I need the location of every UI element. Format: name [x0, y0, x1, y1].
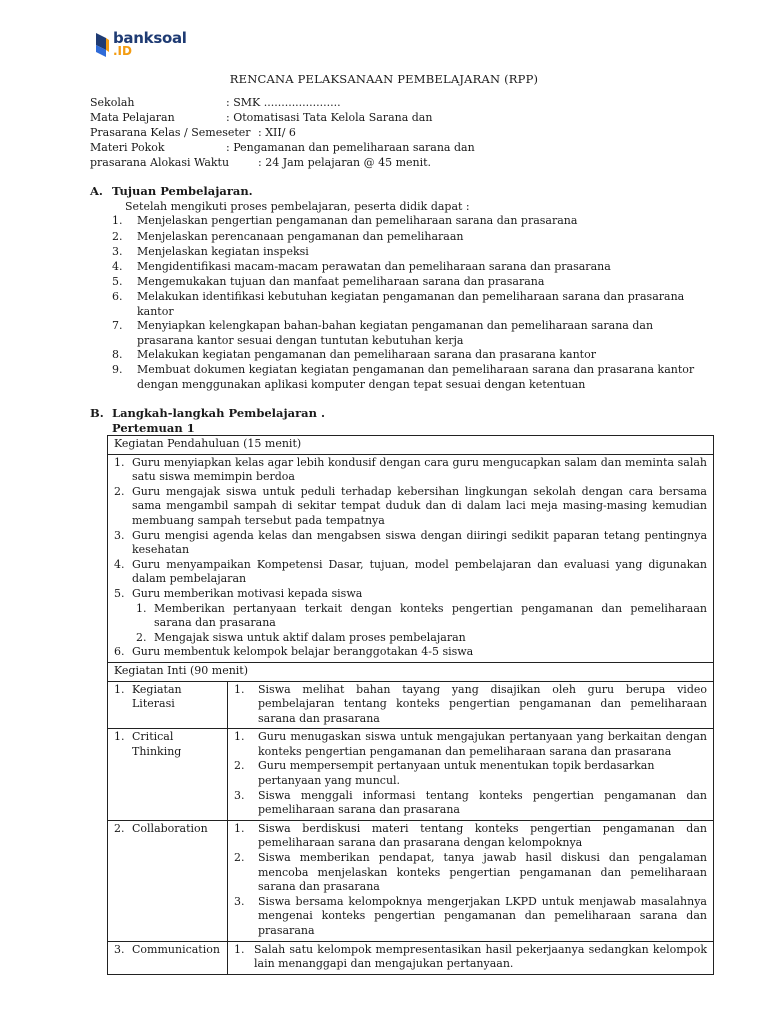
learning-steps-table — [107, 435, 714, 975]
section-b-letter: B. — [90, 406, 104, 420]
list-item: 2. Mengajak siswa untuk aktif dalam proses pembelajaran — [136, 630, 466, 644]
activity-label: 2. Collaboration — [108, 820, 228, 941]
objective-number: 4. — [112, 260, 123, 273]
page-title: RENCANA PELAKSANAAN PEMBELAJARAN (RPP) — [229, 72, 539, 86]
table-row — [108, 681, 714, 729]
sekolah-value: : SMK ...................... — [226, 96, 341, 109]
section-a-intro: Setelah mengikuti proses pembelajaran, peserta didik dapat : — [125, 200, 470, 213]
objective-number: 3. — [112, 245, 123, 258]
section-a-heading: Tujuan Pembelajaran. — [112, 184, 253, 198]
list-item: 3. Guru mengisi agenda kelas dan mengabsen siswa dengan diiringi sedikit paparan tetang pentingnya kesehatan — [114, 528, 707, 557]
activity-label: 1. Critical Thinking — [108, 729, 228, 821]
list-item: 3. Siswa bersama kelompoknya mengerjakan LKPD untuk menjawab masalahnya mengenai konteks pengertian pengamanan dan pemeliharaan sarana dan prasarana — [234, 894, 707, 937]
meeting-heading: Pertemuan 1 — [112, 421, 195, 435]
list-item: 2. Guru mempersempit pertanyaan untuk menentukan topik berdasarkan pertanyaan yang muncul. — [234, 759, 655, 788]
objective-number: 8. — [112, 348, 123, 361]
activity-steps — [228, 820, 714, 941]
list-item: 1. Salah satu kelompok mempresentasikan hasil pekerjaanya sedangkan kelompok lain menanggapi dan mengajukan pertanyaan. — [234, 942, 707, 971]
objective-text: prasarana kantor sesuai dengan tuntutan kebutuhan kerja — [137, 334, 464, 347]
list-item: 1. Guru menyiapkan kelas agar lebih kondusif dengan cara guru mengucapkan salam dan meminta salah satu siswa memimpin berdoa — [114, 455, 707, 484]
activity-label: 1. Kegiatan Literasi — [108, 681, 228, 729]
sekolah-label: Sekolah — [90, 96, 135, 109]
list-item: 6. Guru membentuk kelompok belajar beranggotakan 4-5 siswa — [114, 645, 474, 659]
objective-number: 5. — [112, 275, 123, 288]
list-item: 5. Guru memberikan motivasi kepada siswa — [114, 586, 363, 600]
objective-text: Menjelaskan pengertian pengamanan dan pemeliharaan sarana dan prasarana — [137, 214, 578, 227]
materi-label: Materi Pokok — [90, 141, 165, 154]
objective-number: 7. — [112, 319, 123, 332]
kelas-value: : XII/ 6 — [258, 126, 296, 139]
objective-number: 9. — [112, 363, 123, 376]
objective-text: Melakukan identifikasi kebutuhan kegiatan pengamanan dan pemeliharaan sarana dan prasarana — [137, 290, 685, 303]
table-row — [108, 820, 714, 941]
pendahuluan-cell — [108, 454, 714, 662]
list-item: 1. Siswa melihat bahan tayang yang disajikan oleh guru berupa video pembelajaran tentang konteks pengertian pengamanan dan pemeliharaan sarana dan prasarana — [234, 682, 707, 725]
objective-text: Mengemukakan tujuan dan manfaat pemeliharaan sarana dan prasarana — [137, 275, 545, 288]
materi-value: : Pengamanan dan pemeliharaan sarana dan — [226, 141, 475, 154]
activity-steps — [228, 681, 714, 729]
objective-text: dengan menggunakan aplikasi komputer dengan tepat sesuai dengan ketentuan — [137, 378, 586, 391]
objective-text: Menjelaskan kegiatan inspeksi — [137, 245, 309, 258]
list-item: 3. Siswa menggali informasi tentang konteks pengertian pengamanan dan pemeliharaan sarana dan prasarana — [234, 788, 707, 817]
list-item: 2. Guru mengajak siswa untuk peduli terhadap kebersihan lingkungan sekolah dengan cara bersama sama mengambil sampah di sekitar tempat duduk dan di dalam laci meja masing-masing kemudian membuang sampah tersebut pada tempatnya — [114, 484, 707, 527]
section-b-heading: Langkah-langkah Pembelajaran . — [112, 406, 325, 420]
mapel-value: : Otomatisasi Tata Kelola Sarana dan — [226, 111, 433, 124]
alokasi-value: : 24 Jam pelajaran @ 45 menit. — [258, 156, 432, 169]
activity-steps — [228, 729, 714, 821]
objective-text: kantor — [137, 305, 174, 318]
objective-number: 1. — [112, 214, 123, 227]
objective-number: 6. — [112, 290, 123, 303]
section-a-letter: A. — [90, 184, 103, 198]
list-item: 1. Guru menugaskan siswa untuk mengajukan pertanyaan yang berkaitan dengan konteks pengertian pengamanan dan pemeliharaan sarana dan prasarana — [234, 730, 707, 758]
pendahuluan-title: Kegiatan Pendahuluan (15 menit) — [108, 436, 714, 455]
activity-label: 3. Communication — [108, 941, 228, 974]
table-row — [108, 662, 714, 681]
logo-mark-icon — [93, 31, 111, 59]
inti-title: Kegiatan Inti (90 menit) — [108, 662, 714, 681]
list-item: 2. Siswa memberikan pendapat, tanya jawab hasil diskusi dan pengalaman mencoba menjelaskan konteks pengertian pengamanan dan pemeliharaan sarana dan prasarana — [234, 851, 707, 894]
alokasi-label: prasarana Alokasi Waktu — [90, 156, 230, 169]
objective-text: Mengidentifikasi macam-macam perawatan dan pemeliharaan sarana dan prasarana — [137, 260, 611, 273]
table-row — [108, 729, 714, 821]
logo-sub: .ID — [113, 44, 132, 58]
activity-steps — [228, 941, 714, 974]
banksoal-logo[interactable] — [93, 30, 203, 62]
kelas-label: Prasarana Kelas / Semeseter — [90, 126, 251, 139]
table-row — [108, 941, 714, 974]
list-item: 1. Memberikan pertanyaan terkait dengan konteks pengertian pengamanan dan pemeliharaan sarana dan prasarana — [136, 601, 707, 630]
objective-text: Menjelaskan perencanaan pengamanan dan pemeliharaan — [137, 230, 464, 243]
table-row — [108, 436, 714, 455]
mapel-label: Mata Pelajaran — [90, 111, 175, 124]
list-item: 1. Siswa berdiskusi materi tentang konteks pengertian pengamanan dan pemeliharaan sarana dan prasarana dengan kelompoknya — [234, 821, 707, 850]
objective-text: Membuat dokumen kegiatan kegiatan pengamanan dan pemeliharaan sarana dan prasarana kantor — [137, 363, 695, 376]
objective-text: Melakukan kegiatan pengamanan dan pemeliharaan sarana dan prasarana kantor — [137, 348, 596, 361]
objective-text: Menyiapkan kelengkapan bahan-bahan kegiatan pengamanan dan pemeliharaan sarana dan — [137, 319, 654, 332]
list-item: 4. Guru menyampaikan Kompetensi Dasar, tujuan, model pembelajaran dan evaluasi yang digunakan dalam pembelajaran — [114, 557, 707, 586]
table-row — [108, 454, 714, 662]
logo-text: banksoal — [113, 29, 187, 47]
objective-number: 2. — [112, 230, 123, 243]
